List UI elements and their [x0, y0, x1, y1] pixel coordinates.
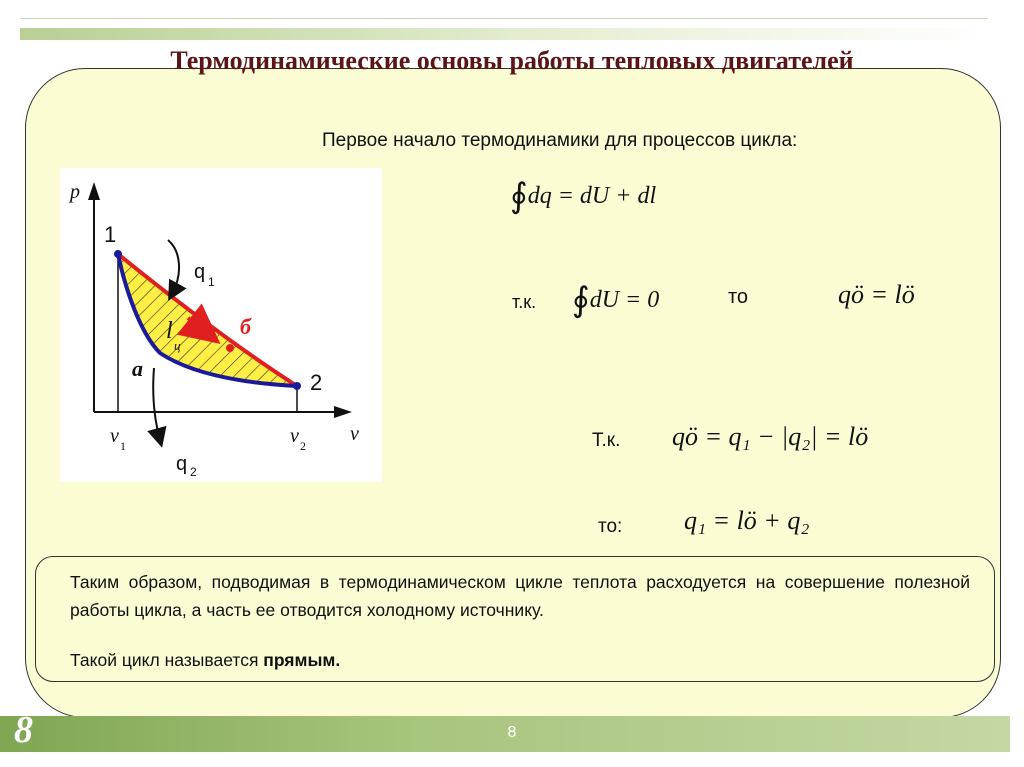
pv-diagram-svg — [60, 168, 382, 482]
axis-p-label: p — [70, 181, 80, 203]
top-divider — [20, 18, 988, 19]
to2-label: то: — [598, 516, 623, 537]
slide-title: Термодинамические основы работы тепловых двигателей — [170, 46, 854, 75]
final-formula: q₁ = lö + q₂ — [684, 506, 810, 535]
cycle-type-text — [70, 650, 340, 671]
cycle-du-formula: ∮dU = 0 — [572, 282, 660, 319]
cycle-type-prefix: Такой цикл называется — [70, 650, 264, 670]
q1-label: q — [194, 261, 206, 283]
v1-label: v — [110, 425, 119, 447]
subtitle: Первое начало термодинамики для процессов цикла: — [322, 130, 798, 151]
tk1-label: т.к. — [512, 292, 537, 312]
first-law-formula: ∮dq = dU + dl — [510, 178, 657, 215]
net-heat-formula: qö = q₁ − |q₂| = lö — [672, 422, 869, 451]
q-eq-l-formula: qö = lö — [838, 280, 915, 309]
to1-label: то — [728, 286, 749, 308]
label-l: l — [166, 318, 173, 344]
label-b: б — [240, 314, 251, 339]
first-law-text: dq = dU + dl — [527, 183, 657, 209]
label-l-sub: ц — [174, 338, 181, 353]
point-1-label: 1 — [104, 222, 117, 247]
v1-sub: 1 — [120, 439, 126, 453]
q2-sub: 2 — [190, 465, 197, 479]
slide-number: 8 — [507, 724, 517, 741]
q1-arrow — [168, 240, 179, 294]
q1-sub: 1 — [208, 275, 215, 289]
label-a: a — [132, 356, 143, 381]
cycle-type-bold: прямым. — [263, 650, 341, 670]
axis-v-label: v — [350, 423, 359, 445]
point-2-label: 2 — [310, 370, 323, 395]
pv-diagram — [60, 168, 382, 482]
v2-label: v — [290, 425, 299, 447]
cycle-du-text: dU = 0 — [589, 287, 660, 313]
q2-arrow — [153, 368, 160, 440]
top-decor-bar — [20, 28, 988, 40]
tk2-label: Т.к. — [592, 430, 621, 451]
q2-label: q — [176, 453, 188, 475]
conclusion-text: Таким образом, подводимая в термодинамическом цикле теплота расходуется на совершение полезной работы цикла, а часть ее отводится холодному источнику. — [70, 572, 970, 620]
v2-sub: 2 — [300, 439, 306, 453]
slide-number-big: 8 — [14, 709, 33, 751]
